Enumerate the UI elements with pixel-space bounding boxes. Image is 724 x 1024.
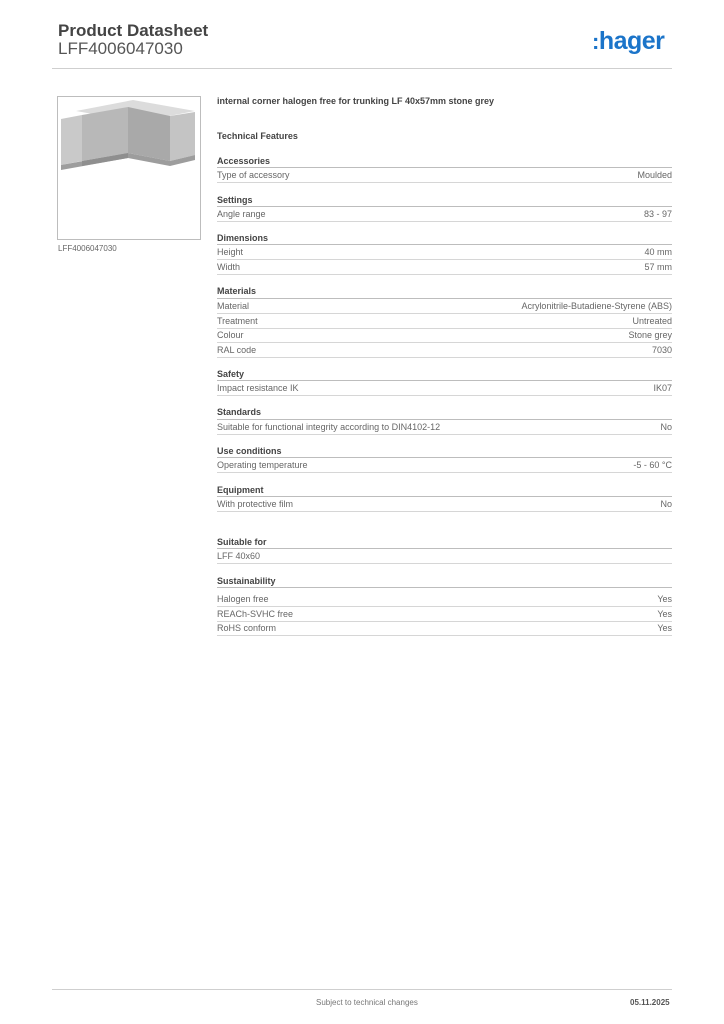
product-image [57, 96, 201, 240]
spec-label: LFF 40x60 [217, 551, 261, 561]
spec-label: Angle range [217, 209, 266, 219]
technical-features-heading: Technical Features [217, 131, 298, 141]
spec-label: Impact resistance IK [217, 383, 299, 393]
spec-row [217, 168, 672, 183]
spec-value: Yes [657, 609, 672, 619]
spec-value: -5 - 60 °C [633, 460, 672, 470]
spec-row [217, 381, 672, 396]
section-title: Safety [217, 369, 245, 379]
spec-row [217, 328, 672, 343]
section-title: Accessories [217, 156, 271, 166]
product-code: LFF4006047030 [58, 39, 183, 58]
spec-row [217, 343, 672, 358]
corner-piece-illustration [58, 97, 200, 239]
spec-value: IK07 [653, 383, 672, 393]
spec-label: With protective film [217, 499, 294, 509]
page-title: Product Datasheet [58, 21, 209, 40]
spec-value: Moulded [637, 170, 672, 180]
spec-label: Width [217, 262, 241, 272]
spec-row [217, 299, 672, 314]
spec-value: 83 - 97 [643, 209, 672, 219]
header-divider [52, 68, 672, 69]
footer-note: Subject to technical changes [316, 998, 418, 1007]
spec-label: Treatment [217, 316, 258, 326]
spec-label: REACh-SVHC free [217, 609, 294, 619]
footer-date: 05.11.2025 [630, 998, 670, 1007]
spec-label: Height [217, 247, 244, 257]
spec-value: Untreated [632, 316, 672, 326]
spec-row [217, 458, 672, 473]
spec-value: Acrylonitrile-Butadiene-Styrene (ABS) [521, 301, 672, 311]
spec-label: Colour [217, 330, 244, 340]
spec-label: Suitable for functional integrity according to DIN4102-12 [217, 422, 441, 432]
section-title: Equipment [217, 485, 264, 495]
spec-value: 40 mm [644, 247, 672, 257]
section-title: Standards [217, 407, 262, 417]
spec-value: No [660, 422, 672, 432]
section-title: Settings [217, 195, 253, 205]
footer-divider [52, 989, 672, 990]
hager-logo: :hager [592, 27, 665, 55]
spec-label: RAL code [217, 345, 257, 355]
section-title: Sustainability [217, 576, 276, 586]
section-title: Suitable for [217, 537, 267, 547]
spec-row [217, 607, 672, 622]
spec-label: Type of accessory [217, 170, 290, 180]
spec-row [217, 621, 672, 636]
spec-value: 57 mm [644, 262, 672, 272]
logo-text: hager [598, 27, 665, 55]
spec-row [217, 497, 672, 512]
section-title: Dimensions [217, 233, 269, 243]
spec-label: Halogen free [217, 594, 269, 604]
product-description: internal corner halogen free for trunking LF 40x57mm stone grey [217, 96, 495, 106]
section-divider [217, 587, 672, 588]
spec-value: 7030 [651, 345, 672, 355]
section-title: Use conditions [217, 446, 282, 456]
spec-label: Operating temperature [217, 460, 308, 470]
spec-value: No [660, 499, 672, 509]
spec-row [217, 245, 672, 260]
spec-row [217, 592, 672, 607]
spec-row [217, 260, 672, 275]
spec-row [217, 207, 672, 222]
spec-label: Material [217, 301, 250, 311]
spec-row [217, 549, 672, 564]
spec-row [217, 314, 672, 329]
spec-value: Stone grey [628, 330, 672, 340]
spec-value: Yes [657, 623, 672, 633]
spec-value: Yes [657, 594, 672, 604]
spec-row [217, 420, 672, 435]
image-caption: LFF4006047030 [58, 244, 117, 253]
section-title: Materials [217, 286, 257, 296]
spec-label: RoHS conform [217, 623, 277, 633]
